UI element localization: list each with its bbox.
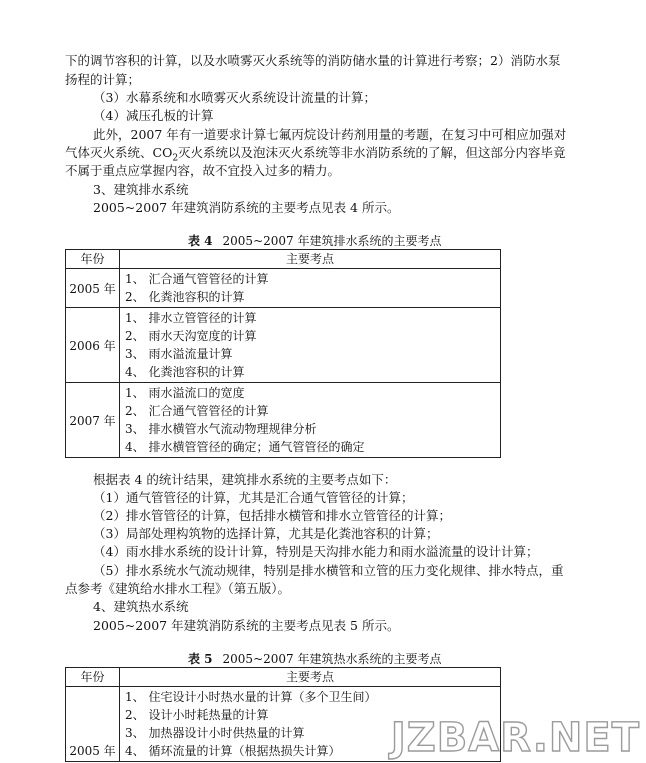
- point-item: 2、 汇合通气管管径的计算: [125, 404, 269, 418]
- table-title: 2005~2007 年建筑热水系统的主要考点: [222, 652, 442, 666]
- paragraph-line: 下的调节容积的计算，以及水喷雾灭火系统等的消防储水量的计算进行考察；2）消防水泵: [65, 53, 561, 68]
- paragraph-line: 2005~2007 年建筑消防系统的主要考点见表 4 所示。: [93, 200, 400, 215]
- year-cell: 2005 年: [66, 687, 120, 762]
- points-cell: [120, 269, 501, 308]
- paragraph-line: 点参考《建筑给水排水工程》（第五版）。: [65, 581, 291, 596]
- table-caption: [188, 233, 441, 249]
- header-points: 主要考点: [120, 250, 501, 269]
- points-cell: [120, 308, 501, 383]
- text-segment: 气体灭火系统、CO: [65, 145, 173, 160]
- list-item: （4）雨水排水系统的设计计算，特别是天沟排水能力和雨水溢流量的设计计算；: [93, 544, 539, 559]
- table-row: [66, 308, 501, 383]
- list-item: （2）排水管管径的计算，包括排水横管和排水立管管径的计算；: [93, 508, 451, 523]
- table-caption: [188, 651, 441, 667]
- point-item: 4、 化粪池容积的计算: [125, 365, 245, 379]
- points-cell: [120, 383, 501, 458]
- paragraph-line: 根据表 4 的统计结果，建筑排水系统的主要考点如下：: [93, 472, 397, 487]
- point-item: 3、 排水横管水气流动物理规律分析: [125, 422, 317, 436]
- point-item: 3、 雨水溢流量计算: [125, 347, 233, 361]
- list-item: （5）排水系统水气流动规律，特别是排水横管和立管的压力变化规律、排水特点，重: [93, 563, 564, 578]
- point-item: 2、 化粪池容积的计算: [125, 290, 245, 304]
- point-item: 4、 排水横管管径的确定；通气管管径的确定: [125, 440, 365, 454]
- table-title: 2005~2007 年建筑排水系统的主要考点: [222, 234, 442, 248]
- point-item: 2、 设计小时耗热量的计算: [125, 708, 269, 722]
- section-heading: 4、建筑热水系统: [93, 599, 189, 614]
- point-item: 3、 加热器设计小时供热量的计算: [125, 726, 305, 740]
- point-item: 1、 排水立管管径的计算: [125, 311, 257, 325]
- paragraph-line: 扬程的计算；: [65, 72, 141, 87]
- section-heading: 3、建筑排水系统: [93, 182, 189, 197]
- header-points: 主要考点: [120, 668, 501, 687]
- list-item: （1）通气管管径的计算，尤其是汇合通气管管径的计算；: [93, 490, 414, 505]
- table-number: 表 5: [188, 652, 213, 666]
- table-4: [65, 249, 501, 458]
- year-cell: 2006 年: [66, 308, 120, 383]
- year-cell: 2007 年: [66, 383, 120, 458]
- year-cell: 2005 年: [66, 269, 120, 308]
- paragraph-line: 2005~2007 年建筑消防系统的主要考点见表 5 所示。: [93, 618, 400, 633]
- list-item: （3）局部处理构筑物的选择计算，尤其是化粪池容积的计算；: [93, 526, 439, 541]
- point-item: 1、 汇合通气管管径的计算: [125, 272, 269, 286]
- paragraph-line: 不属于重点应掌握内容，故不宜投入过多的精力。: [65, 163, 341, 178]
- point-item: 1、 雨水溢流口的宽度: [125, 386, 245, 400]
- header-year: 年份: [66, 250, 120, 269]
- list-item: （3）水幕系统和水喷雾灭火系统设计流量的计算；: [93, 90, 376, 105]
- subscript: 2: [172, 153, 179, 164]
- table-header-row: [66, 668, 501, 687]
- table-header-row: [66, 250, 501, 269]
- table-row: [66, 383, 501, 458]
- text-segment: 灭火系统以及泡沫灭火系统等非水消防系统的了解，但这部分内容毕竟: [178, 145, 566, 160]
- point-item: 2、 雨水天沟宽度的计算: [125, 329, 257, 343]
- watermark: JZBAR.NET: [390, 715, 640, 761]
- header-year: 年份: [66, 668, 120, 687]
- table-number: 表 4: [188, 234, 213, 248]
- point-item: 1、 住宅设计小时热水量的计算（多个卫生间）: [125, 690, 377, 704]
- point-item: 4、 循环流量的计算（根据热损失计算）: [125, 744, 341, 758]
- paragraph-line: 此外，2007 年有一道要求计算七氟丙烷设计药剂用量的考题，在复习中可相应加强对: [93, 127, 567, 142]
- table-row: [66, 269, 501, 308]
- list-item: （4）减压孔板的计算: [93, 108, 214, 123]
